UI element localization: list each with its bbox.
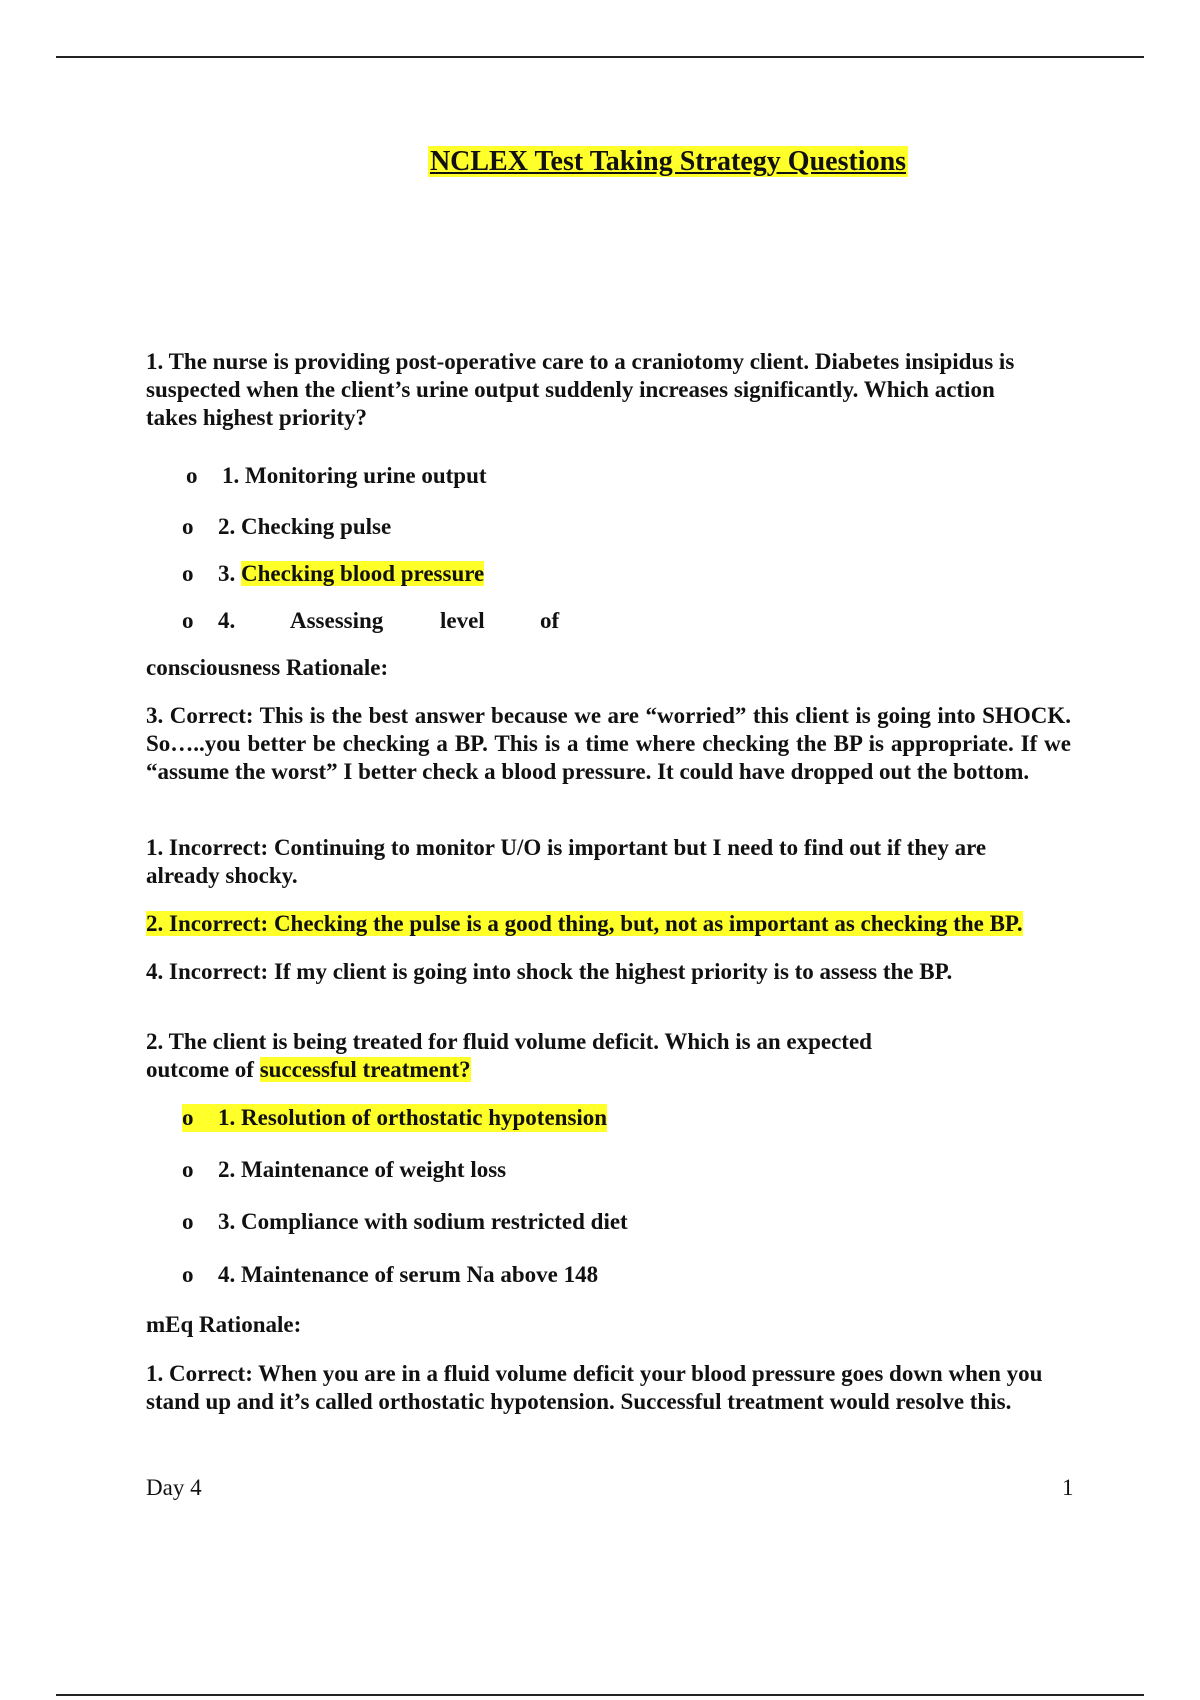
page-number: 1 xyxy=(1062,1475,1074,1500)
highlighted-phrase: successful treatment? xyxy=(259,1057,471,1082)
question-1-text: 1. The nurse is providing post-operative care to a craniotomy client. Diabetes insipidus is suspected when the client’s urine output suddenly increases significantly. Which action takes highest priority? xyxy=(146,349,1015,430)
question-1-option-4: o 4. Assessing level of xyxy=(182,608,560,633)
question-2-option-1 xyxy=(182,1104,607,1132)
bullet-icon: o xyxy=(182,1105,194,1130)
bullet-icon: o xyxy=(182,1262,194,1287)
question-2-option-4-continuation: mEq Rationale: xyxy=(146,1312,302,1337)
question-2-option-3: o 3. Compliance with sodium restricted diet xyxy=(182,1209,628,1234)
question-1-rationale-incorrect-4: 4. Incorrect: If my client is going into shock the highest priority is to assess the BP. xyxy=(146,959,953,984)
highlighted-answer: Checking blood pressure xyxy=(241,561,485,586)
question-1-option-1: o 1. Monitoring urine output xyxy=(186,463,487,488)
question-1-option-2: o 2. Checking pulse xyxy=(182,514,392,539)
question-2-option-4: o 4. Maintenance of serum Na above 148 xyxy=(182,1262,599,1287)
page-title xyxy=(0,145,1200,179)
question-1-option-3: o 3. Checking blood pressure xyxy=(182,561,485,586)
bullet-icon: o xyxy=(186,463,198,488)
footer-rule xyxy=(56,1694,1144,1696)
question-1-option-4-continuation: consciousness Rationale: xyxy=(146,655,389,680)
bullet-icon: o xyxy=(182,1209,194,1234)
highlighted-answer: 1. Resolution of orthostatic hypotension xyxy=(218,1105,608,1130)
bullet-icon: o xyxy=(182,608,194,633)
question-2-rationale-correct: 1. Correct: When you are in a fluid volume deficit your blood pressure goes down when you stand up and it’s called orthostatic hypotension. Successful treatment would resolve this. xyxy=(146,1361,1043,1414)
bullet-icon: o xyxy=(182,514,194,539)
question-1-rationale-incorrect-1: 1. Incorrect: Continuing to monitor U/O is important but I need to find out if they are already shocky. xyxy=(146,835,987,888)
footer-label: Day 4 xyxy=(146,1475,202,1500)
question-1-rationale-correct: 3. Correct: This is the best answer because we are “worried” this client is going into SHOCK. So…..you better be checking a BP. This is a time where checking the BP is appropriate. If we “assume the worst” I better check a blood pressure. It could have dropped out the bottom. xyxy=(146,703,1071,784)
page-title-text: NCLEX Test Taking Strategy Questions xyxy=(429,146,907,177)
question-2-option-2: o 2. Maintenance of weight loss xyxy=(182,1157,507,1182)
bullet-icon: o xyxy=(182,561,194,586)
question-1-rationale-incorrect-2: 2. Incorrect: Checking the pulse is a good thing, but, not as important as checking the BP. xyxy=(146,911,1023,936)
bullet-icon: o xyxy=(182,1157,194,1182)
question-2-text: 2. The client is being treated for fluid volume deficit. Which is an expected outcome of successful treatment? xyxy=(146,1029,872,1082)
header-rule xyxy=(56,56,1144,58)
